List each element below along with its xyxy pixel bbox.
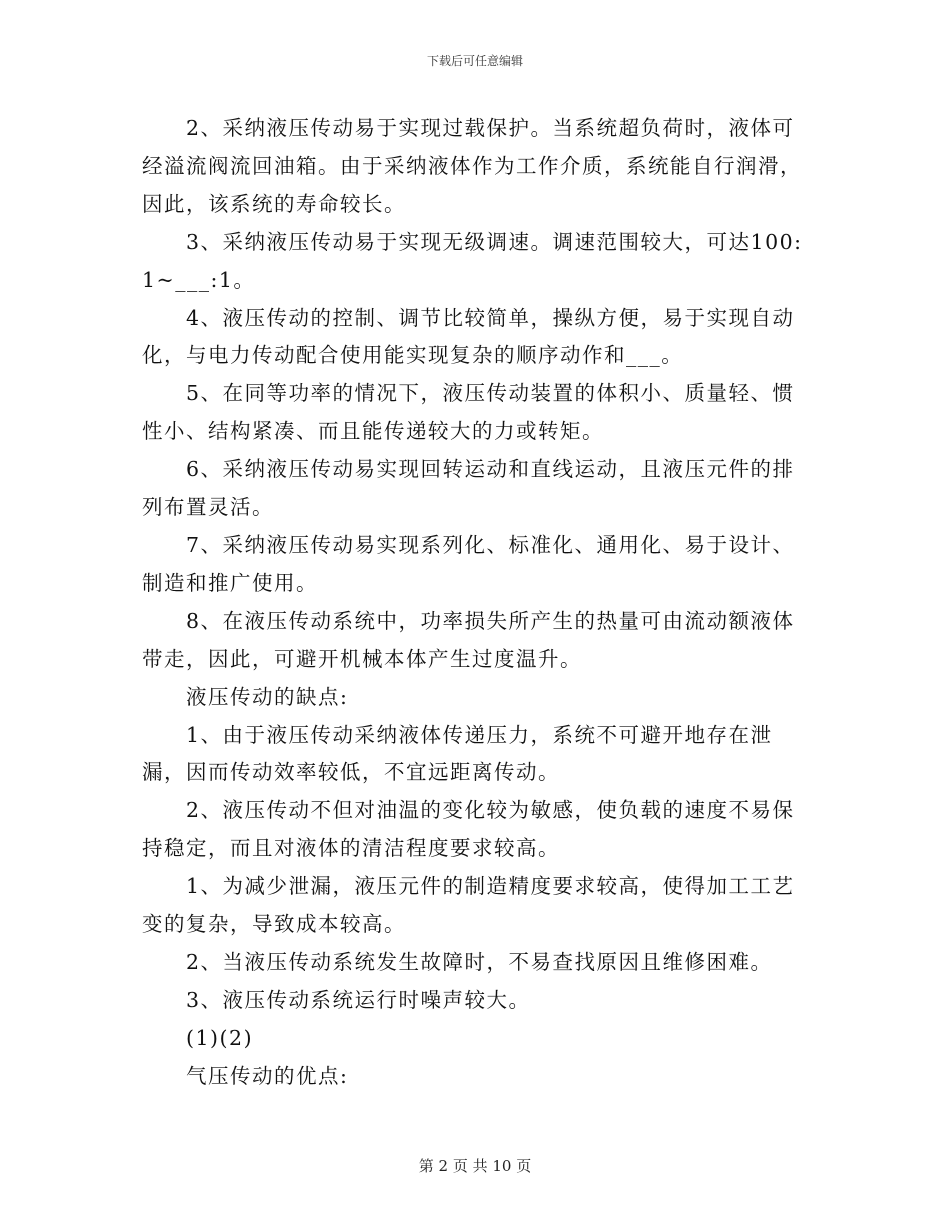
paragraph: 2、液压传动不但对油温的变化较为敏感，使负载的速度不易保持稳定，而且对液体的清洁程度要求较高。 [142, 798, 795, 861]
paragraph: 6、采纳液压传动易实现回转运动和直线运动，且液压元件的排列布置灵活。 [142, 457, 795, 520]
paragraph: (1)(2) [186, 1025, 254, 1050]
page-header: 下载后可任意编辑 [426, 54, 523, 68]
paragraph: 1、由于液压传动采纳液体传递压力，系统不可避开地存在泄漏，因而传动效率较低，不宜远距离传动。 [142, 722, 773, 785]
paragraph: 7、采纳液压传动易实现系列化、标准化、通用化、易于设计、制造和推广使用。 [142, 532, 795, 595]
paragraph: 2、采纳液压传动易于实现过载保护。当系统超负荷时，液体可经溢流阀流回油箱。由于采纳液体作为工作介质，系统能自行润滑，因此，该系统的寿命较长。 [142, 116, 802, 216]
paragraph: 8、在液压传动系统中，功率损失所产生的热量可由流动额液体带走，因此，可避开机械本体产生过度温升。 [142, 608, 795, 671]
page-number: 第 2 页 共 10 页 [418, 1157, 532, 1175]
paragraph: 3、液压传动系统运行时噪声较大。 [186, 987, 531, 1012]
paragraph: 2、当液压传动系统发生故障时，不易查找原因且维修困难。 [186, 949, 773, 974]
paragraph: 5、在同等功率的情况下，液压传动装置的体积小、质量轻、惯性小、结构紧凑、而且能传递较大的力或转矩。 [142, 381, 795, 444]
paragraph: 4、液压传动的控制、调节比较简单，操纵方便，易于实现自动化，与电力传动配合使用能实现复杂的顺序动作和___。 [142, 305, 795, 368]
paragraph: 1、为减少泄漏，液压元件的制造精度要求较高，使得加工工艺变的复杂，导致成本较高。 [142, 874, 795, 937]
document-body [142, 110, 814, 1096]
paragraph: 3、采纳液压传动易于实现无级调速。调速范围较大，可达100:1~___:1。 [142, 229, 803, 292]
section-heading: 气压传动的优点: [186, 1063, 349, 1088]
section-heading: 液压传动的缺点: [186, 684, 349, 709]
